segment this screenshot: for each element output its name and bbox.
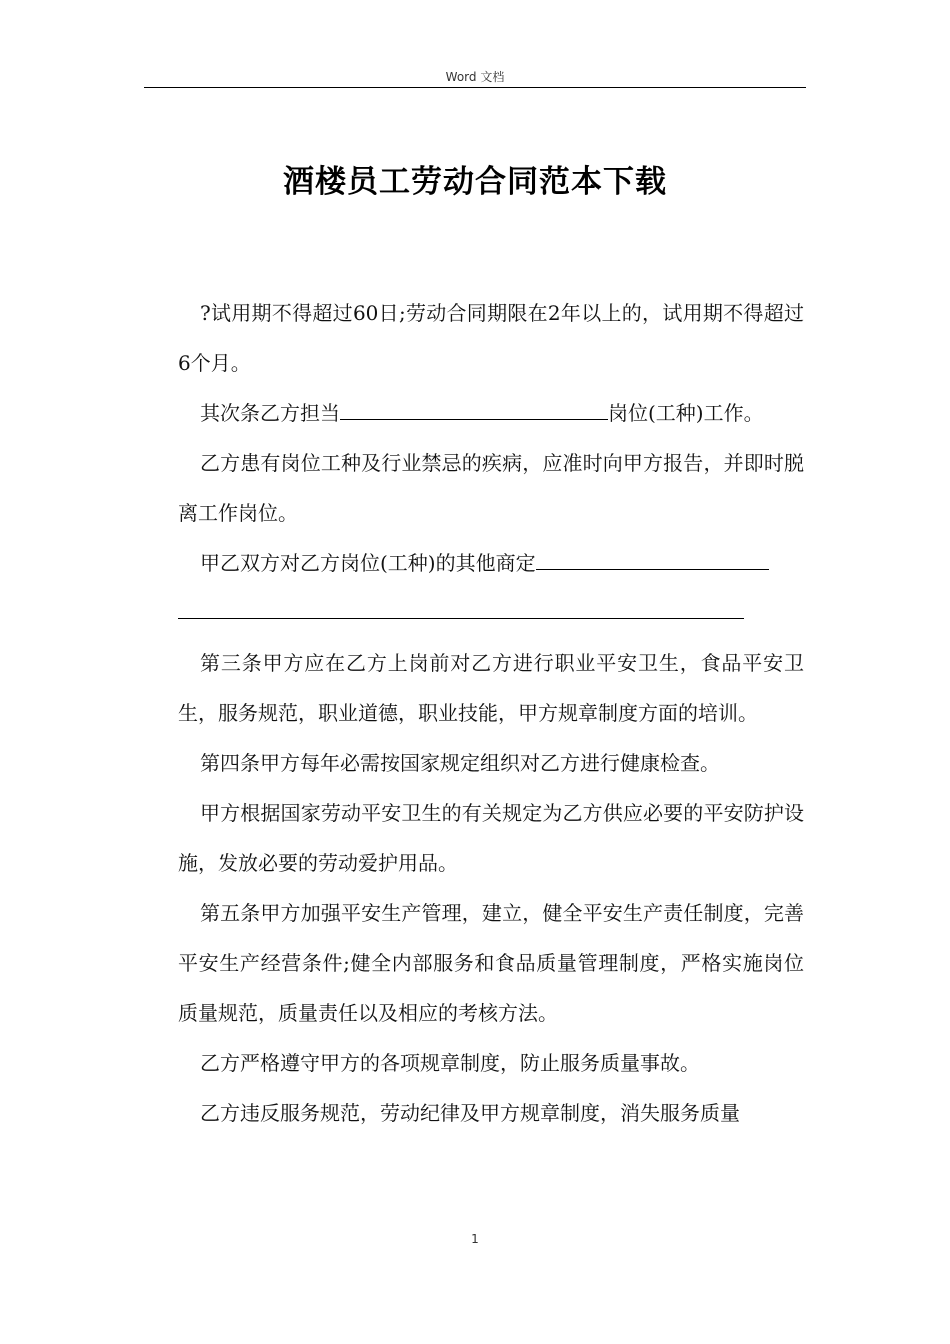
- paragraph-other-agreements-text: 甲乙双方对乙方岗位(工种)的其他商定: [200, 551, 536, 575]
- document-title: 酒楼员工劳动合同范本下载: [283, 164, 667, 200]
- paragraph-other-agreements: [178, 538, 804, 588]
- paragraph-comply-rules: 乙方严格遵守甲方的各项规章制度，防止服务质量事故。: [200, 1051, 700, 1075]
- paragraph-probation: ?试用期不得超过60日;劳动合同期限在2年以上的，试用期不得超过6个月。: [178, 301, 804, 375]
- paragraph-violation: 乙方违反服务规范，劳动纪律及甲方规章制度，消失服务质量: [200, 1101, 740, 1125]
- paragraph-article-2-text-before: 其次条乙方担当: [200, 401, 340, 425]
- paragraph-article-2: [178, 388, 804, 438]
- paragraph-article-3: 第三条甲方应在乙方上岗前对乙方进行职业平安卫生，食品平安卫生，服务规范，职业道德，职业技能，甲方规章制度方面的培训。: [178, 651, 804, 725]
- paragraph-illness-report: 乙方患有岗位工种及行业禁忌的疾病，应准时向甲方报告，并即时脱离工作岗位。: [178, 451, 804, 525]
- document-header-label: Word 文档: [445, 70, 505, 84]
- paragraph-article-4: 第四条甲方每年必需按国家规定组织对乙方进行健康检查。: [200, 751, 720, 775]
- fill-in-blank-agreement: [536, 551, 769, 570]
- paragraph-article-2-text-after: 岗位(工种)工作。: [608, 401, 764, 425]
- paragraph-protective-equipment: 甲方根据国家劳动平安卫生的有关规定为乙方供应必要的平安防护设施，发放必要的劳动爱护用品。: [178, 801, 804, 875]
- fill-in-blank-position: [340, 401, 608, 420]
- header-divider: [144, 87, 806, 88]
- paragraph-article-5: 第五条甲方加强平安生产管理，建立，健全平安生产责任制度，完善平安生产经营条件;健全内部服务和食品质量管理制度，严格实施岗位质量规范，质量责任以及相应的考核方法。: [178, 901, 804, 1025]
- document-body: [178, 288, 804, 1138]
- page-number: 1: [471, 1232, 479, 1246]
- fill-in-blank-line: [178, 588, 804, 638]
- fill-in-blank-line-rule: [178, 618, 744, 619]
